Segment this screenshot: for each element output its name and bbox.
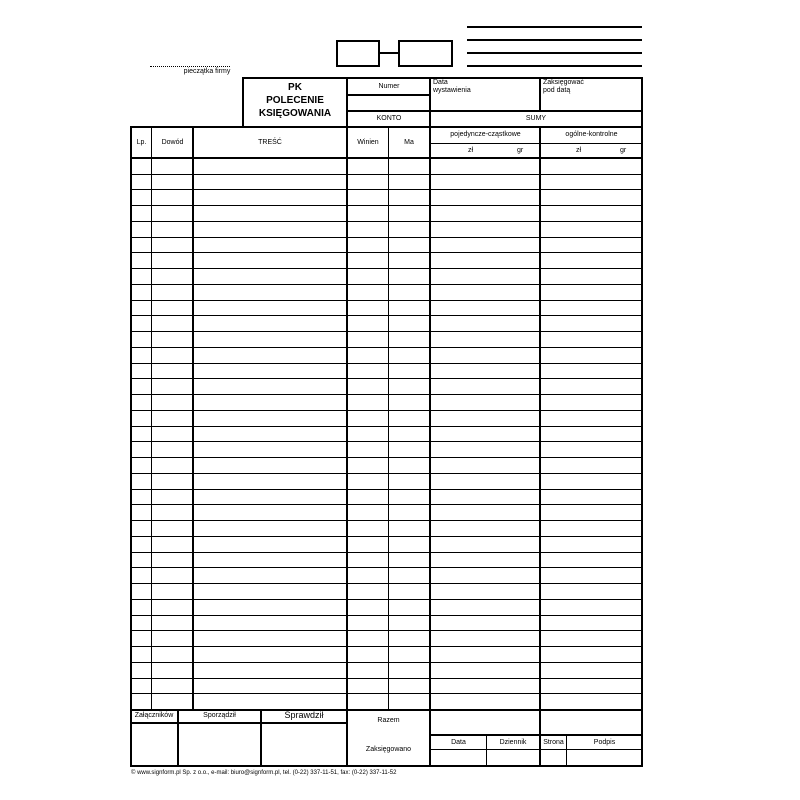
table-row-line — [131, 189, 642, 190]
main-table — [130, 126, 643, 711]
table-row-line — [131, 662, 642, 663]
col-tresc: TREŚĆ — [258, 139, 282, 146]
table-header-bottom — [130, 157, 643, 159]
table-row-line — [131, 315, 642, 316]
stamp-label: pieczątka firmy — [183, 68, 231, 75]
table-row-line — [131, 174, 642, 175]
razem-label: Razem — [377, 717, 400, 724]
zalacznikow-label: Załączników — [134, 712, 174, 719]
table-row-line — [131, 378, 642, 379]
col-ogo-gr: gr — [620, 147, 627, 154]
stamp-box-right — [398, 40, 453, 67]
dziennik-label: Dziennik — [499, 739, 527, 746]
doc-code: PK — [288, 82, 302, 93]
table-row-line — [131, 252, 642, 253]
col-dowod: Dowód — [161, 139, 184, 146]
col-ma: Ma — [404, 139, 414, 146]
footer-div-4 — [429, 709, 431, 767]
sumy-label: SUMY — [525, 115, 547, 122]
data-wystawienia-label-2: wystawienia — [433, 87, 471, 94]
sumy-subheader-line — [431, 143, 642, 144]
table-row-line — [131, 441, 642, 442]
table-row-line — [131, 646, 642, 647]
strona-label: Strona — [543, 739, 564, 746]
table-row-line — [131, 205, 642, 206]
table-row-line — [131, 237, 642, 238]
zaksiegowac-label-1: Zaksięgować — [543, 79, 584, 86]
table-row-line — [131, 457, 642, 458]
table-row-line — [131, 520, 642, 521]
doc-title-line-1: POLECENIE — [266, 95, 324, 106]
header-div-data — [539, 77, 541, 112]
col-lp: Lp. — [136, 139, 147, 146]
stamp-link-line — [379, 52, 399, 54]
copyright-text: © www.signform.pl Sp. z o.o., e-mail: biuro@signform.pl, tel. (0-22) 337-11-51, fax: (0-22) 337-11-52 — [131, 770, 397, 776]
table-row-line — [131, 678, 642, 679]
table-row-line — [131, 615, 642, 616]
zaksiegowano-label: Zaksięgowano — [365, 746, 412, 753]
col-divider-ma — [429, 126, 431, 710]
podpis-label: Podpis — [593, 739, 616, 746]
table-row-line — [131, 426, 642, 427]
col-pojedyncze: pojedyncze-cząstkowe — [450, 131, 521, 138]
numer-label: Numer — [378, 83, 400, 90]
stamp-dotted-line — [150, 66, 230, 67]
table-row-line — [131, 552, 642, 553]
col-ogo-zl: zł — [576, 147, 582, 154]
footer-label-line — [429, 749, 643, 750]
data-wystawienia-label-1: Data — [433, 79, 448, 86]
table-row-line — [131, 284, 642, 285]
col-winien: Winien — [357, 139, 379, 146]
table-row-line — [131, 567, 642, 568]
stamp-box-left — [336, 40, 380, 67]
table-row-line — [131, 473, 642, 474]
sporzadzil-label: Sporządził — [203, 712, 236, 719]
table-row-line — [131, 630, 642, 631]
col-poj-gr: gr — [517, 147, 524, 154]
col-divider-winien — [388, 126, 389, 710]
table-row-line — [131, 363, 642, 364]
footer-sub-line-left — [130, 722, 348, 724]
table-row-line — [131, 536, 642, 537]
table-row-line — [131, 331, 642, 332]
header-line-1 — [467, 26, 642, 28]
col-ogolne: ogólne-kontrolne — [565, 131, 618, 138]
table-row-line — [131, 300, 642, 301]
konto-label: KONTO — [376, 115, 402, 122]
footer-mid-line — [429, 734, 643, 736]
table-row-line — [131, 410, 642, 411]
footer-div-5 — [539, 709, 541, 767]
table-row-line — [131, 583, 642, 584]
numer-line-1 — [348, 94, 430, 96]
sprawdzil-label: Sprawdził — [284, 710, 324, 720]
table-row-line — [131, 693, 642, 694]
header-line-4 — [467, 65, 642, 67]
zaksiegowac-label-2: pod datą — [543, 87, 571, 94]
data-label: Data — [451, 739, 466, 746]
col-divider-tresc — [346, 126, 348, 710]
doc-title-line-2: KSIĘGOWANIA — [258, 108, 332, 119]
table-row-line — [131, 268, 642, 269]
col-poj-zl: zł — [468, 147, 474, 154]
table-row-line — [131, 489, 642, 490]
table-row-line — [131, 221, 642, 222]
col-divider-lp — [151, 126, 152, 710]
header-line-2 — [467, 39, 642, 41]
col-divider-dowod — [192, 126, 194, 710]
table-row-line — [131, 599, 642, 600]
table-row-line — [131, 504, 642, 505]
table-row-line — [131, 394, 642, 395]
table-row-line — [131, 347, 642, 348]
header-line-3 — [467, 52, 642, 54]
col-divider-sumy — [539, 126, 541, 710]
